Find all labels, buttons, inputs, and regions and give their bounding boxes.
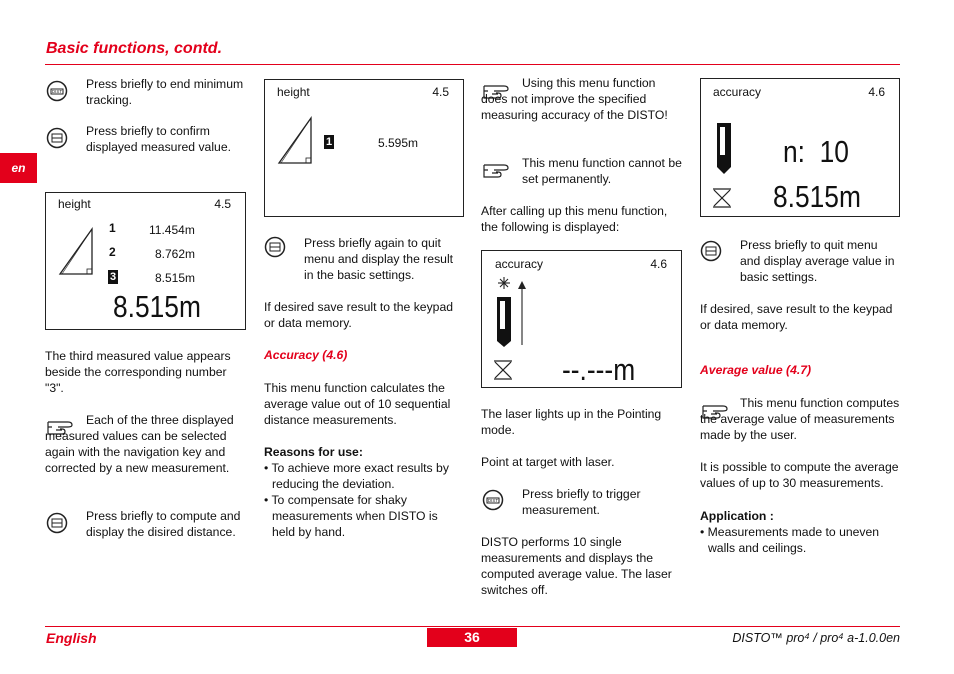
col3-note-permanent: This menu function cannot be set permanently.	[522, 156, 682, 186]
display-label: height	[277, 85, 310, 99]
row-value-2: 8.762m	[155, 247, 196, 261]
reasons-heading: Reasons for use:	[264, 445, 363, 459]
col1-para-end-tracking: Press briefly to end minimum tracking.	[86, 77, 244, 107]
tolerance-icon	[712, 187, 734, 209]
display-label: accuracy	[495, 257, 544, 271]
tolerance-icon	[493, 359, 515, 381]
col2-para-save: If desired save result to the keypad or data memory.	[264, 300, 454, 330]
row-value-3: 8.515m	[155, 271, 196, 285]
display-accuracy-pointing	[481, 250, 682, 388]
row-number-2: 2	[109, 245, 116, 259]
language-tab: en	[0, 153, 37, 183]
svg-text:DIST: DIST	[51, 89, 63, 94]
display-code: 4.5	[214, 197, 231, 211]
display-count: n: 10	[783, 134, 849, 169]
col2-para-accuracy-desc: This menu function calculates the average value out of 10 sequential distance measurements.	[264, 381, 451, 427]
col3-para-laser-pointing: The laser lights up in the Pointing mode.	[481, 407, 662, 437]
enter-key-icon	[700, 240, 722, 262]
enter-key-icon	[264, 236, 286, 258]
display-height-single-value	[264, 79, 464, 217]
svg-text:DIST: DIST	[487, 498, 499, 503]
col3-para-ten-measurements: DISTO performs 10 single measurements and displays the computed average value. The laser switches off.	[481, 535, 672, 597]
row-value-1: 11.454m	[149, 223, 195, 237]
display-main-value: 8.515m	[773, 179, 861, 214]
col4-note-average: This menu function computes the average value of measurements made by the user.	[700, 396, 900, 442]
col4-para-quit-menu: Press briefly to quit menu and display average value in basic settings.	[740, 238, 895, 284]
col1-para-compute: Press briefly to compute and display the disired distance.	[86, 509, 241, 539]
laser-device-icon	[713, 121, 739, 177]
footer-language: English	[46, 630, 97, 646]
display-label: height	[58, 197, 91, 211]
display-main-value: --.---m	[562, 352, 636, 387]
row-number-1: 1	[109, 221, 116, 235]
display-label: accuracy	[713, 85, 762, 99]
col1-para-third-value: The third measured value appears beside the corresponding number "3".	[45, 349, 231, 395]
row-value-1: 5.595m	[378, 136, 419, 150]
application-heading: Application :	[700, 509, 774, 523]
col2-para-quit-menu: Press briefly again to quit menu and display the result in the basic settings.	[304, 236, 454, 282]
page-number: 36	[427, 628, 517, 647]
col3-para-after-calling: After calling up this menu function, the following is displayed:	[481, 204, 668, 234]
display-accuracy-average	[700, 78, 900, 217]
reasons-list	[264, 460, 464, 540]
height-triangle-icon	[277, 116, 317, 166]
display-height-three-values	[45, 192, 246, 330]
col3-para-point-target: Point at target with laser.	[481, 455, 615, 469]
col4-para-save: If desired, save result to the keypad or data memory.	[700, 302, 893, 332]
row-number-3-selected: 3	[109, 271, 117, 283]
col3-para-trigger: Press briefly to trigger measurement.	[522, 487, 641, 517]
col1-note-navigation: Each of the three displayed measured values can be selected again with the navigation key and corrected by a new measurement.	[45, 413, 234, 475]
header-rule	[45, 64, 900, 65]
display-code: 4.6	[868, 85, 885, 99]
col1-para-confirm: Press briefly to confirm displayed measured value.	[86, 124, 231, 154]
enter-key-icon	[46, 512, 68, 534]
dist-key-icon	[482, 489, 504, 511]
list-item: • To compensate for shaky measurements when DISTO is held by hand.	[264, 493, 438, 539]
laser-device-icon	[492, 275, 532, 349]
page-header-title: Basic functions, contd.	[46, 40, 223, 57]
list-item: • To achieve more exact results by reducing the deviation.	[264, 461, 449, 491]
display-code: 4.5	[432, 85, 449, 99]
enter-key-icon	[46, 127, 68, 149]
footer-product: DISTO™ pro⁴ / pro⁴ a-1.0.0en	[732, 631, 900, 645]
col3-note-accuracy: Using this menu function does not improve the specified measuring accuracy of the DISTO!	[481, 76, 668, 122]
footer-rule	[45, 626, 900, 627]
list-item: • Measurements made to uneven walls and ceilings.	[700, 525, 880, 555]
height-triangle-icon	[58, 227, 98, 277]
pointing-hand-note-icon	[482, 159, 514, 181]
application-list	[700, 524, 900, 556]
row-number-1-selected: 1	[325, 136, 333, 148]
col4-para-up-to-30: It is possible to compute the average values of up to 30 measurements.	[700, 460, 899, 490]
section-heading-accuracy: Accuracy (4.6)	[264, 348, 348, 362]
dist-key-icon	[46, 80, 68, 102]
display-main-value: 8.515m	[113, 289, 201, 324]
section-heading-average: Average value (4.7)	[700, 363, 812, 377]
display-code: 4.6	[650, 257, 667, 271]
